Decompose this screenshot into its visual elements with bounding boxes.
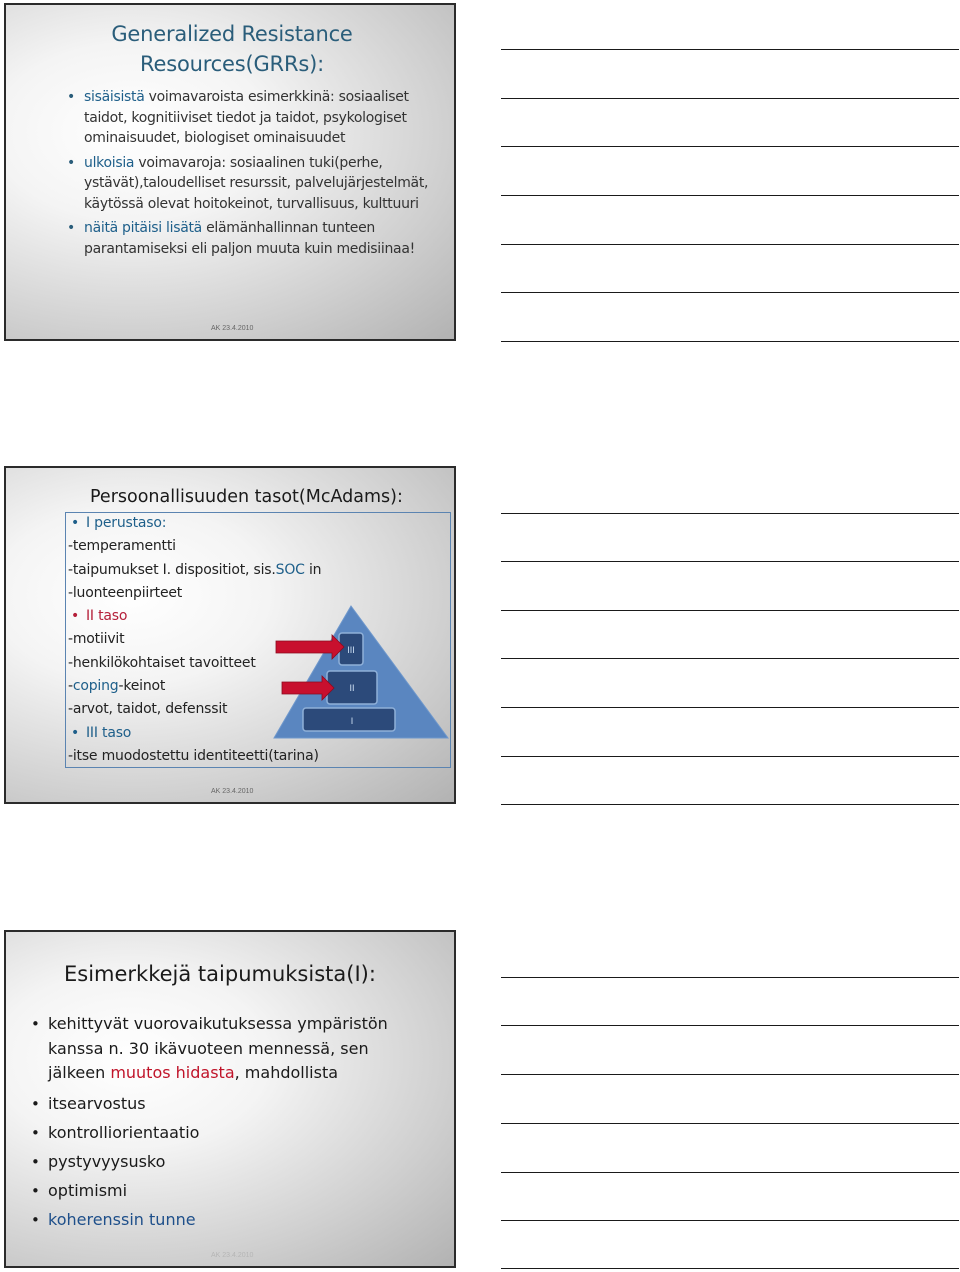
note-line xyxy=(501,610,959,611)
note-line xyxy=(501,1172,959,1173)
list-item: • näitä pitäisi lisätä elämänhallinnan tunteen parantamiseksi eli paljon muuta kuin medisiinaa! xyxy=(67,220,415,257)
list-item: • sisäisistä voimavaroista esimerkkinä: sosiaaliset taidot, kognitiiviset tiedot ja taidot, psykologiset ominaisuudet, biologiset ominaisuudet xyxy=(67,89,409,146)
level-two-label: • II taso xyxy=(68,605,368,628)
list-item: • kontrolliorientaatio xyxy=(48,1121,408,1146)
pyramid-label-top: III xyxy=(347,645,355,655)
bullet-icon: • xyxy=(31,1152,40,1171)
text-line: -temperamentti xyxy=(68,538,176,555)
text-line: -motiivit xyxy=(68,631,125,648)
slide-title: Persoonallisuuden tasot(McAdams): xyxy=(90,487,403,507)
note-line xyxy=(501,1074,959,1075)
text-line: -itse muodostettu identiteetti(tarina) xyxy=(68,747,319,764)
list-item: • ulkoisia voimavaroja: sosiaalinen tuki(perhe, ystävät),taloudelliset resurssit, palvelujärjestelmät, käytössä olevat hoitokeinot, turvallisuus, kulttuuri xyxy=(67,154,429,212)
pyramid-label-mid: II xyxy=(349,683,355,693)
bullet-list xyxy=(31,1012,408,1237)
slide-footer: AK 23.4.2010 xyxy=(211,1252,254,1259)
note-line xyxy=(501,707,959,708)
list-item: • itsearvostus xyxy=(48,1092,408,1117)
note-line xyxy=(501,195,959,196)
bullet-icon: • xyxy=(31,1210,40,1229)
note-line xyxy=(501,341,959,342)
note-line xyxy=(501,756,959,757)
bullet-icon: • xyxy=(31,1123,40,1142)
level-one-label: • I perustaso: xyxy=(68,512,368,535)
note-line xyxy=(501,98,959,99)
slide-dispositions xyxy=(4,930,456,1268)
note-line xyxy=(501,244,959,245)
note-line xyxy=(501,977,959,978)
text-line: -henkilökohtaiset tavoitteet xyxy=(68,654,256,671)
slide-title: Esimerkkejä taipumuksista(I): xyxy=(64,962,376,986)
list-item: • optimismi xyxy=(48,1179,408,1204)
bullet-icon: • xyxy=(31,1094,40,1113)
note-line xyxy=(501,49,959,50)
bullet-icon: • xyxy=(67,89,75,105)
note-line xyxy=(501,1123,959,1124)
note-line xyxy=(501,561,959,562)
note-line xyxy=(501,658,959,659)
pyramid-label-base: I xyxy=(350,716,354,726)
bullet-icon: • xyxy=(31,1181,40,1200)
slide-footer: AK 23.4.2010 xyxy=(211,325,254,332)
note-line xyxy=(501,804,959,805)
text-line: -coping-keinot xyxy=(68,678,166,695)
bullet-icon: • xyxy=(67,154,75,171)
text-line: -taipumukset I. dispositiot, sis.SOC in xyxy=(68,561,322,578)
slide-title: Generalized Resistance Resources(GRRs): xyxy=(111,22,353,76)
bullet-icon: • xyxy=(71,608,80,625)
note-line xyxy=(501,146,959,147)
bullet-list xyxy=(67,87,444,263)
level-three-label: • III taso xyxy=(68,722,368,745)
text-line: -luonteenpiirteet xyxy=(68,584,183,601)
bullet-icon: • xyxy=(71,724,80,741)
list-item: • koherenssin tunne xyxy=(48,1208,408,1233)
text-line: -arvot, taidot, defenssit xyxy=(68,701,228,718)
levels-text xyxy=(68,512,368,768)
bullet-icon: • xyxy=(67,220,75,236)
note-line xyxy=(501,292,959,293)
list-item: • pystyvyysusko xyxy=(48,1150,408,1175)
slide-grrs xyxy=(4,3,456,341)
note-line xyxy=(501,1220,959,1221)
note-line xyxy=(501,1025,959,1026)
bullet-icon: • xyxy=(71,515,80,531)
note-line xyxy=(501,1268,959,1269)
list-item: • kehittyvät vuorovaikutuksessa ympäristön kanssa n. 30 ikävuoteen mennessä, sen jälkeen muutos hidasta, mahdollista xyxy=(31,1014,388,1082)
note-line xyxy=(501,513,959,514)
bullet-icon: • xyxy=(31,1015,40,1033)
slide-personality-levels xyxy=(4,466,456,804)
slide-footer: AK 23.4.2010 xyxy=(211,788,254,795)
